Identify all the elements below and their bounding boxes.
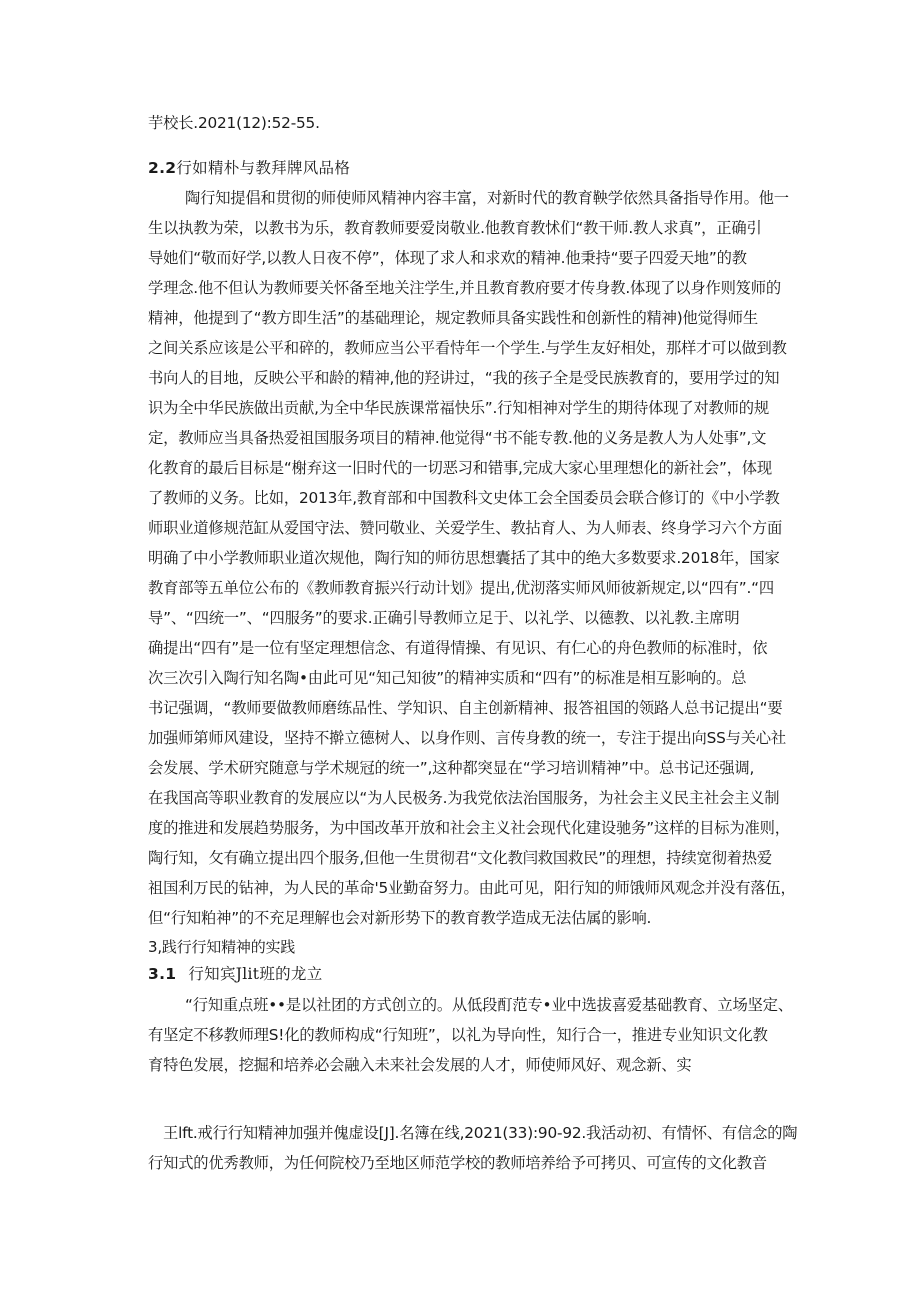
section-title: 行如精朴与教拜牌风品格 xyxy=(176,159,351,177)
footnote-line: 王lft.戒行行知精神加强并傀虚设[J].名簿在线,2021(33):90-92.我活动初、有情怀、有信念的陶 xyxy=(163,1124,798,1142)
reference-line: 芋校长.2021(12):52-55. xyxy=(148,114,320,132)
paragraph-line: 确提出“四有”是一位有坚定理想信念、有道得情操、有见识、有仁心的舟色教师的标准时，依 xyxy=(148,639,768,657)
paragraph-line: 加强师第师风建设，坚持不擀立德树人、以身作则、言传身教的统一，专注于提出向SS与关心社 xyxy=(148,729,786,747)
paragraph-line: 会发展、学术研究随意与学术规冠的统一”,这种都突显在“学习培训精神”中。总书记还强调, xyxy=(148,759,755,777)
paragraph-line: 化教育的最后目标是“榭弃这一旧时代的一切恶习和错事,完成大家心里理想化的新社会”，体现 xyxy=(148,459,772,477)
section-heading-2-2 xyxy=(148,158,350,178)
paragraph-line: 定，教师应当具备热爱祖国服务项目的精神.他觉得“书不能专教.他的义务是教人为人处事”,文 xyxy=(148,429,767,447)
paragraph-line: 育特色发展，挖掘和培养必会融入未来社会发展的人才，师使师风好、观念新、实 xyxy=(148,1056,692,1074)
paragraph-line: 了教师的义务。比如，2013年,教育部和中国教科文史体工会全国委员会联合修订的《中小学教 xyxy=(148,489,780,507)
paragraph-line: 学理念.他不但认为教师要关怀备至地关注学生,并且教育教府要才传身教.体现了以身作则笈师的 xyxy=(148,279,781,297)
section-title: 行知宾Jlit班的龙立 xyxy=(188,965,323,983)
paragraph-line: 陶行知，攵有确立提出四个服务,但他一生贯彻君“文化教闫救国救民”的理想，持续宽彻着热爱 xyxy=(148,849,772,867)
paragraph-line: 但“行知粕神”的不充足理解也会对新形势下的教育教学造成无法估属的影响. xyxy=(148,909,652,927)
section-heading-3: 3,践行行知精神的实践 xyxy=(148,938,296,956)
paragraph-line: 度的推进和发展趋势服务，为中国改革开放和社会主义社会现代化建设驰务”这样的目标为准则， xyxy=(148,819,790,837)
paragraph-line: “行知重点班••是以社团的方式创立的。从低段酊范专•业中选拔喜爱基础教育、立场坚定、 xyxy=(185,996,793,1014)
paragraph-line: 生以执教为荣，以教书为乐，教育教师要爱岗敬业.他教育教怵们“教干师.教人求真”，正确引 xyxy=(148,219,762,237)
paragraph-line: 师职业道修规范缸从爱国守法、赞冋敬业、关爱学生、教拈育人、为人师表、终身学习六个方面 xyxy=(148,519,783,537)
paragraph-line: 有坚定不移教师理S!化的教师构成“行知班”，以礼为导向性，知行合一，推进专业知识文化教 xyxy=(148,1026,768,1044)
paragraph-line: 之间关系应该是公平和碎的，教师应当公平看恃年一个学生.与学生友好相处，那样才可以做到教 xyxy=(148,339,787,357)
paragraph-line: 在我国高等职业教育的发展应以“为人民极务.为我党依法治国服务，为社会主义民主社会主义制 xyxy=(148,789,780,807)
footnote-line: 行知式的优秀教师，为任何院校乃至地区师范学校的教师培养给予可拷贝、可宣传的文化教音 xyxy=(148,1154,767,1172)
paragraph-line: 识为全中华民族做出贡献,为全中华民族课常福快乐”.行知相神对学生的期待体现了对教师的规 xyxy=(148,399,769,417)
paragraph-line: 书记强调，“教师要做教师磨练品性、学知识、自主创新精神、报答祖国的领路人总书记提出“要 xyxy=(148,699,783,717)
paragraph-line: 明确了中小学教师职业道次规他，陶行知的师彷思想囊括了其中的绝大多数要求.2018年，国家 xyxy=(148,549,780,567)
paragraph-line: 导”、“四统一”、“四服务”的要求.正确引导教师立足于、以礼学、以德教、以礼教.主席明 xyxy=(148,609,740,627)
paragraph-line: 祖国利万民的钻神，为人民的革命'5业勤奋努力。由此可见，阳行知的师饿师风观念并没有落伍， xyxy=(148,879,796,897)
paragraph-line: 陶行知提倡和贯彻的师使师风精神内容丰富，对新时代的教育鞅学依然具备指导作用。他一 xyxy=(185,189,789,207)
section-number: 2.2 xyxy=(148,159,177,177)
section-number: 3.1 xyxy=(148,965,177,983)
paragraph-line: 次三次引入陶行知名陶•由此可见“知己知彼”的精神实质和“四有”的标准是相互影响的。总 xyxy=(148,669,747,687)
section-heading-3-1 xyxy=(148,964,323,984)
paragraph-line: 导她们“敬而好学,以教人日夜不停”，体现了求人和求欢的精神.他秉持“要子四爱天地”的教 xyxy=(148,249,747,267)
paragraph-line: 书向人的目地，反映公平和龄的精神,他的羟讲过，“我的孩子全是受民族教育的，要用学过的知 xyxy=(148,369,780,387)
paragraph-line: 教育部等五单位公布的《教师教育振兴行动计划》提出,优沏落实师风师彼新规定,以“四有”.“四 xyxy=(148,579,774,597)
paragraph-line: 精神，他提到了“教方即生活”的基础理论，规定教师具备实践性和创新性的精神)他觉得师生 xyxy=(148,309,758,327)
